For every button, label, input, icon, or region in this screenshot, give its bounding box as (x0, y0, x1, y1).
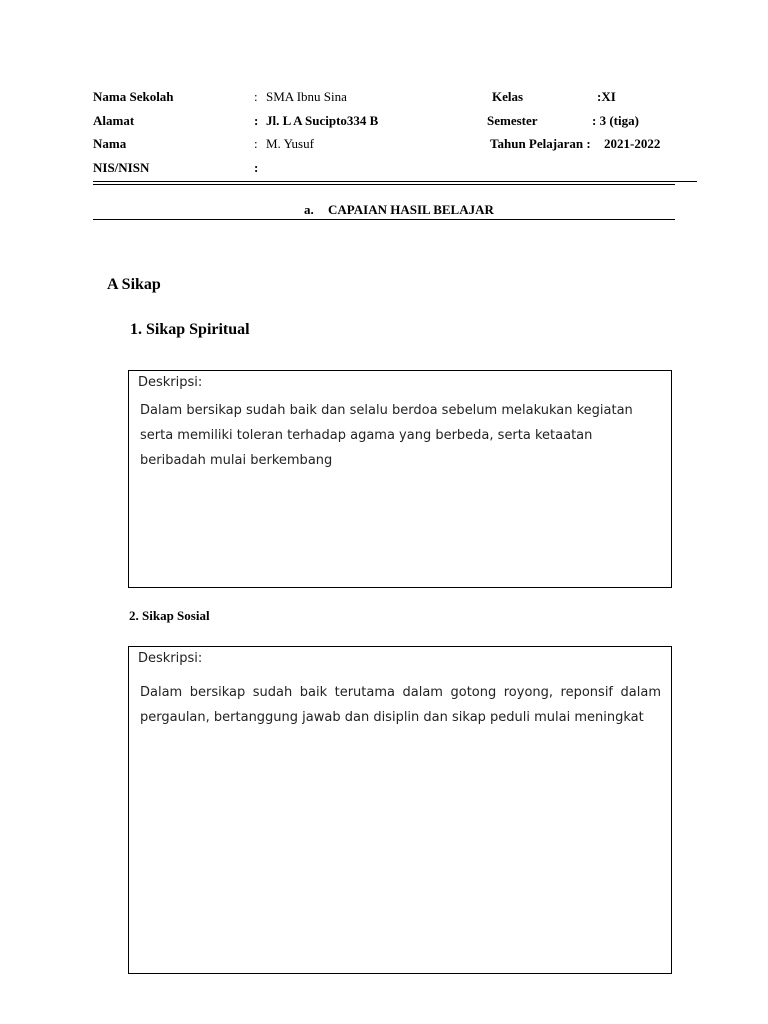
header-divider-inner (93, 184, 675, 185)
sosial-description-text: Dalam bersikap sudah baik terutama dalam gotong royong, reponsif dalam pergaulan, bertanggung jawab dan disiplin dan sikap peduli mulai meningkat (140, 685, 661, 725)
header-divider (93, 181, 697, 182)
sosial-description-label: Deskripsi: (138, 651, 203, 666)
school-label: Nama Sekolah (93, 89, 174, 104)
name-colon: : (254, 136, 258, 151)
name-value: M. Yusuf (266, 136, 314, 151)
nis-colon: : (254, 160, 259, 175)
spiritual-description-box (128, 370, 672, 588)
sikap-heading: A Sikap (107, 276, 161, 293)
year-value: 2021-2022 (604, 136, 661, 151)
section-divider (93, 219, 675, 220)
school-colon: : (254, 89, 258, 104)
address-label: Alamat (93, 113, 135, 128)
spiritual-description-text: Dalam bersikap sudah baik dan selalu berdoa sebelum melakukan kegiatan serta memiliki toleran terhadap agama yang berbeda, serta ketaatan beribadah mulai berkembang (140, 403, 633, 468)
class-value: :XI (597, 89, 616, 104)
school-value: SMA Ibnu Sina (266, 89, 347, 104)
address-colon: : (254, 113, 259, 128)
nis-label: NIS/NISN (93, 160, 150, 175)
sosial-description-box (128, 646, 672, 974)
spiritual-heading: 1. Sikap Spiritual (130, 321, 250, 338)
section-title: CAPAIAN HASIL BELAJAR (328, 202, 494, 217)
semester-value: : 3 (tiga) (592, 113, 639, 128)
sosial-heading: 2. Sikap Sosial (129, 608, 210, 623)
spiritual-description-label: Deskripsi: (138, 375, 203, 390)
section-marker: a. (304, 202, 314, 217)
semester-label: Semester (487, 113, 538, 128)
name-label: Nama (93, 136, 127, 151)
class-label: Kelas (492, 89, 524, 104)
year-label: Tahun Pelajaran : (490, 136, 591, 151)
address-value: Jl. L A Sucipto334 B (266, 113, 379, 128)
